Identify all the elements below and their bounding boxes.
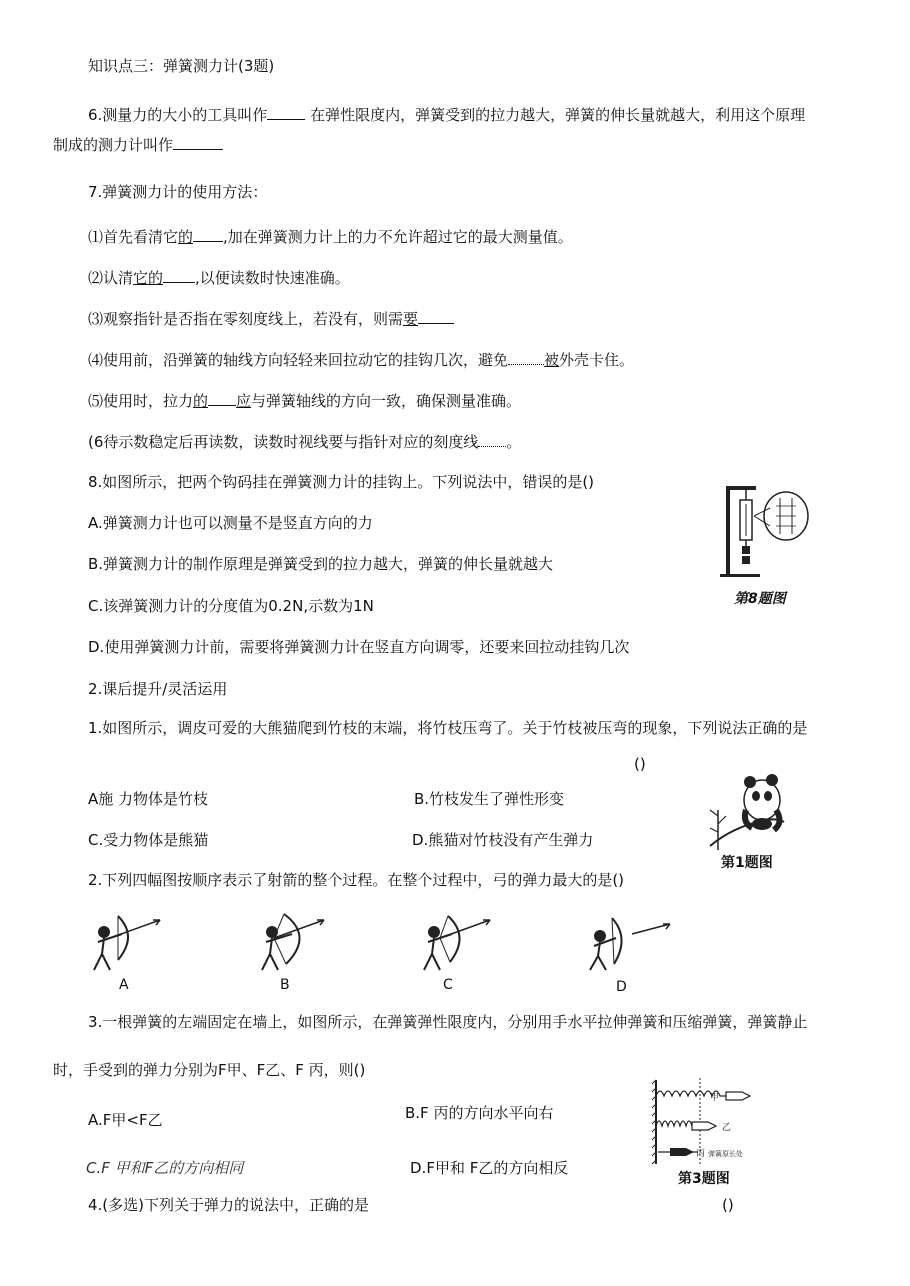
p1-option-a: A施 力物体是竹枝 <box>88 790 209 808</box>
q7-item5-underlined-2: 应 <box>236 392 252 410</box>
p3-option-b: B.F 丙的方向水平向右 <box>405 1104 554 1122</box>
section-title: 知识点三：弹簧测力计(3题) <box>88 57 275 75</box>
p3-figure-caption: 第3题图 <box>678 1171 730 1187</box>
q8-option-d: D.使用弹簧测力计前，需要将弹簧测力计在竖直方向调零，还要来回拉动挂钩几次 <box>88 638 630 656</box>
q7-item1-text: ⑴首先看清它 <box>88 228 179 246</box>
archer-label-c: C <box>443 977 453 993</box>
p1-option-d: D.熊猫对竹枝没有产生弹力 <box>412 831 594 849</box>
q7-item3-underlined: 要 <box>403 310 419 328</box>
q7-item2 <box>88 266 350 288</box>
p4-stem: 4.(多选)下列关于弹力的说法中，正确的是 <box>88 1196 370 1214</box>
archer-label-a: A <box>119 977 129 993</box>
q7-item3 <box>88 307 454 329</box>
p1-stem: 1.如图所示，调皮可爱的大熊猫爬到竹枝的末端，将竹枝压弯了。关于竹枝被压弯的现象，下列说法正确的是 <box>88 719 808 737</box>
fig-label-jia: 甲 <box>710 1093 720 1103</box>
q6-text-c: 制成的测力计叫作 <box>53 136 174 154</box>
archer-figure-a <box>88 912 168 972</box>
q7-item4-text-b: 外壳卡住。 <box>559 351 635 369</box>
answer-blank <box>267 103 305 120</box>
q7-title: 7.弹簧测力计的使用方法： <box>88 183 268 201</box>
archer-figure-b <box>258 912 338 972</box>
answer-blank <box>193 225 223 242</box>
p3-stem-line2: 时，手受到的弹力分别为F甲、F乙、F 丙，则() <box>53 1061 366 1079</box>
q6-line2 <box>53 133 223 155</box>
q8-figure-caption: 第8题图 <box>734 591 786 607</box>
q7-item5-text: ⑸使用时，拉力 <box>88 392 194 410</box>
p3-option-d: D.F甲和 F乙的方向相反 <box>410 1159 569 1177</box>
q7-item1-text-b: ,加在弹簧测力计上的力不允许超过它的最大测量值。 <box>223 228 573 246</box>
p1-paren: () <box>634 755 646 773</box>
q7-item2-text: ⑵认清 <box>88 269 134 287</box>
p2-stem: 2.下列四幅图按顺序表示了射箭的整个过程。在整个过程中，弓的弹力最大的是() <box>88 871 625 889</box>
q6-line1 <box>88 103 805 125</box>
q7-item4-underlined: 被 <box>544 351 560 369</box>
q6-text-b: 在弹性限度内，弹簧受到的拉力越大，弹簧的伸长量就越大，利用这个原理 <box>310 106 806 124</box>
p1-option-c: C.受力物体是熊猫 <box>88 831 209 849</box>
archer-label-d: D <box>616 979 627 995</box>
answer-blank <box>173 133 223 150</box>
answer-blank <box>208 389 236 406</box>
answer-blank <box>508 348 544 365</box>
q8-stem: 8.如图所示，把两个钩码挂在弹簧测力计的挂钩上。下列说法中，错误的是() <box>88 473 595 491</box>
q7-item4 <box>88 348 634 370</box>
q7-item5 <box>88 389 521 411</box>
q8-option-a: A.弹簧测力计也可以测量不是竖直方向的力 <box>88 514 373 532</box>
fig-label-bing: 丙 <box>696 1149 706 1159</box>
answer-blank <box>163 266 195 283</box>
p1-figure-caption: 第1题图 <box>721 855 773 871</box>
q7-item5-underlined: 的 <box>193 392 209 410</box>
p3-option-c: C.F 甲和F乙的方向相同 <box>86 1159 244 1177</box>
q7-item4-text: ⑷使用前，沿弹簧的轴线方向轻轻来回拉动它的挂钩几次，避免 <box>88 351 509 369</box>
spring-scale-figure <box>718 480 818 592</box>
archer-figure-c <box>418 912 498 972</box>
p3-option-a: A.F甲<F乙 <box>88 1111 163 1129</box>
p3-stem-line1: 3.一根弹簧的左端固定在墙上，如图所示，在弹簧弹性限度内，分别用手水平拉伸弹簧和压缩弹簧，弹簧静止 <box>88 1013 808 1031</box>
fig-label-original-length: 弹簧原长处 <box>708 1150 743 1158</box>
answer-blank <box>418 307 454 324</box>
q8-option-c: C.该弹簧测力计的分度值为0.2N,示数为1N <box>88 597 374 615</box>
answer-blank <box>478 430 506 447</box>
q6-text-a: 6.测量力的大小的工具叫作 <box>88 106 268 124</box>
q7-item6-end: 。 <box>506 433 522 451</box>
p4-paren: () <box>722 1196 734 1214</box>
q7-item6 <box>88 430 521 452</box>
fig-label-yi: 乙 <box>722 1123 732 1133</box>
q7-item6-text: (6待示数稳定后再读数，读数时视线要与指针对应的刻度线 <box>88 433 479 451</box>
p1-option-b: B.竹枝发生了弹性形变 <box>414 790 565 808</box>
q8-option-b: B.弹簧测力计的制作原理是弹簧受到的拉力越大，弹簧的伸长量就越大 <box>88 555 554 573</box>
q7-item1 <box>88 225 573 247</box>
panda-bamboo-figure <box>706 770 788 854</box>
archer-label-b: B <box>280 977 290 993</box>
q7-item1-underlined: 的 <box>178 228 194 246</box>
q7-item2-underlined: 它的 <box>133 269 164 287</box>
q7-item3-text: ⑶观察指针是否指在零刻度线上，若没有，则需 <box>88 310 404 328</box>
q7-item2-text-b: ,以便读数时快速准确。 <box>195 269 350 287</box>
spring-wall-figure <box>650 1078 770 1170</box>
q7-item5-text-b: 与弹簧轴线的方向一致，确保测量准确。 <box>251 392 522 410</box>
archer-figure-d <box>584 912 674 972</box>
part2-title: 2.课后提升/灵活运用 <box>88 680 228 698</box>
